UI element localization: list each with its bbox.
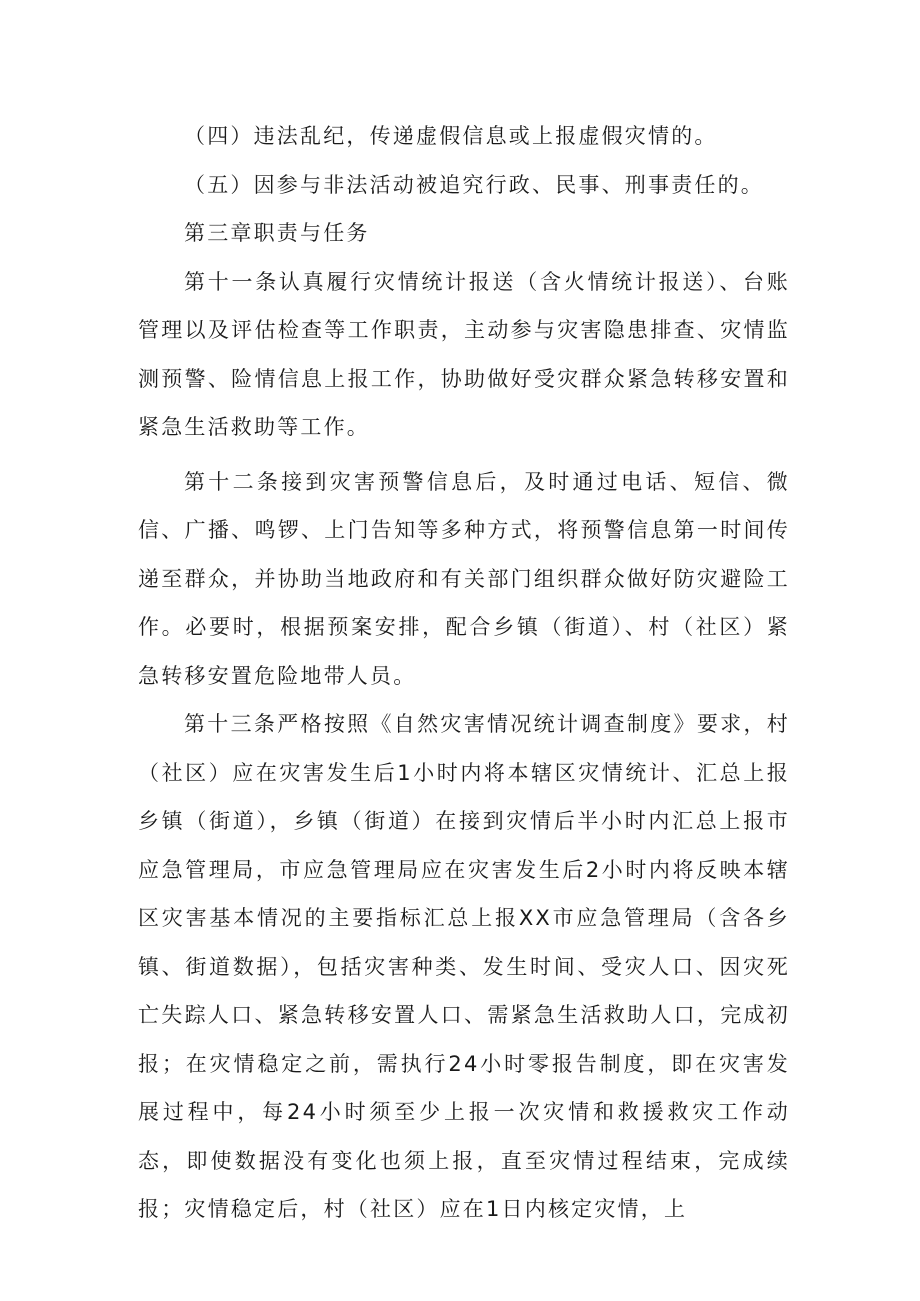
paragraph-item-four: （四）违法乱纪，传递虚假信息或上报虚假灾情的。	[184, 124, 718, 148]
chapter-heading: 第三章职责与任务	[184, 221, 370, 245]
paragraph-article-12: 第十二条接到灾害预警信息后，及时通过电话、短信、微信、广播、鸣锣、上门告知等多种方式，将预警信息第一时间传递至群众，并协助当地政府和有关部门组织群众做好防灾避险工作。必要时，根据预案安排，配合乡镇（街道）、村（社区）紧急转移安置危险地带人员。	[138, 469, 790, 688]
paragraph-article-13: 第十三条严格按照《自然灾害情况统计调查制度》要求，村（社区）应在灾害发生后1小时内将本辖区灾情统计、汇总上报乡镇（街道），乡镇（街道）在接到灾情后半小时内汇总上报市应急管理局，市应急管理局应在灾害发生后2小时内将反映本辖区灾害基本情况的主要指标汇总上报XX市应急管理局（含各乡镇、街道数据），包括灾害种类、发生时间、受灾人口、因灾死亡失踪人口、紧急转移安置人口、需紧急生活救助人口，完成初报；在灾情稳定之前，需执行24小时零报告制度，即在灾害发展过程中，每24小时须至少上报一次灾情和救援救灾工作动态，即使数据没有变化也须上报，直至灾情过程结束，完成续报；灾情稳定后，村（社区）应在1日内核定灾情，上	[138, 712, 790, 1221]
paragraph-item-five: （五）因参与非法活动被追究行政、民事、刑事责任的。	[184, 172, 764, 197]
paragraph-article-11: 第十一条认真履行灾情统计报送（含火情统计报送）、台账管理以及评估检查等工作职责，主动参与灾害隐患排查、灾情监测预警、险情信息上报工作，协助做好受灾群众紧急转移安置和紧急生活救助等工作。	[138, 269, 790, 439]
document-body	[138, 112, 790, 1234]
